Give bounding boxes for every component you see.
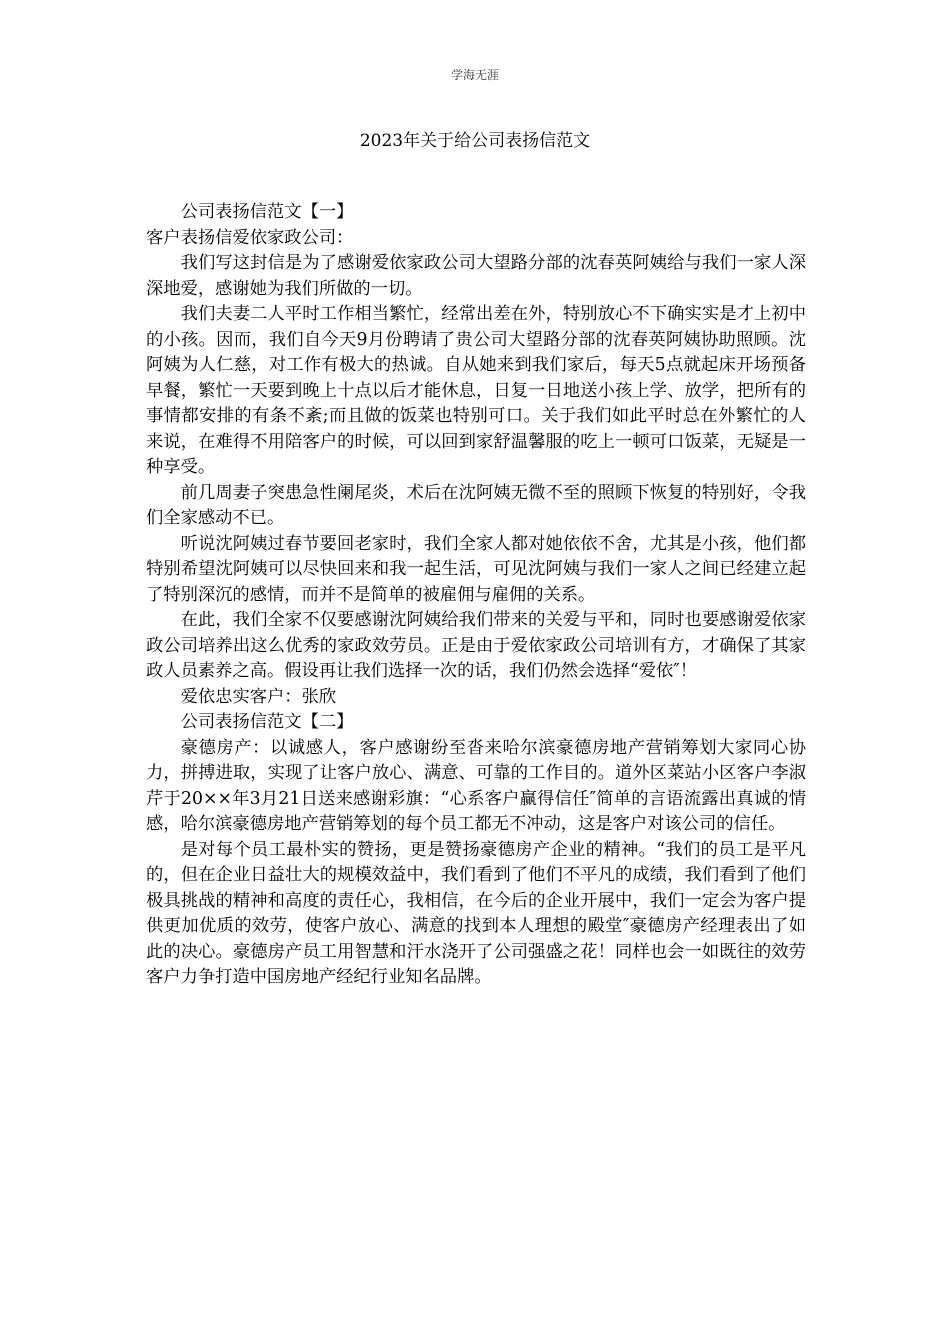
paragraph: 客户表扬信爱依家政公司： [146,227,354,248]
paragraph: 豪德房产：以诚感人，客户感谢纷至沓来哈尔滨豪德房地产营销筹划大家同心协力，拼搏进取，实现了让客户放心、满意、可靠的工作目的。道外区菜站小区客户李淑芹于20××年3月21日送来感谢彩旗：“心系客户赢得信任″简单的言语流露出真诚的情感，哈尔滨豪德房地产营销筹划的每个员工都无不冲动，这是客户对该公司的信任。 [146,737,806,834]
paragraph: 公司表扬信范文【二】 [180,712,354,732]
paragraph: 我们夫妻二人平时工作相当繁忙，经常出差在外，特别放心不下确实实是才上初中的小孩。因而，我们自今天9月份聘请了贵公司大望路分部的沈春英阿姨协助照顾。沈阿姨为人仁慈，对工作有极大的热诚。自从她来到我们家后，每天5点就起床开场预备早餐，繁忙一天要到晚上十点以后才能休息，日复一日地送小孩上学、放学，把所有的事情都安排的有条不紊;而且做的饭菜也特别可口。关于我们如此平时总在外繁忙的人来说，在难得不用陪客户的时候，可以回到家舒温馨服的吃上一顿可口饭菜，无疑是一种享受。 [146,304,806,477]
paragraph: 公司表扬信范文【一】 [180,202,354,222]
paragraph: 在此，我们全家不仅要感谢沈阿姨给我们带来的关爱与平和，同时也要感谢爱依家政公司培养出这么优秀的家政效劳员。正是由于爱依家政公司培训有方，才确保了其家政人员素养之高。假设再让我们选择一次的话，我们仍然会选择“爱依″！ [146,610,806,681]
paragraph: 前几周妻子突患急性阑尾炎，术后在沈阿姨无微不至的照顾下恢复的特别好，令我们全家感动不已。 [146,482,806,528]
document-title: 2023年关于给公司表扬信范文 [359,131,591,151]
paragraph: 爱依忠实客户：张欣 [180,686,337,707]
page-header: 学海无涯 [450,68,499,82]
document-body [146,200,806,991]
paragraph: 是对每个员工最朴实的赞扬，更是赞扬豪德房产企业的精神。“我们的员工是平凡的，但在企业日益壮大的规模效益中，我们看到了他们不平凡的成绩，我们看到了他们极具挑战的精神和高度的责任心，我相信，在今后的企业开展中，我们一定会为客户提供更加优质的效劳，使客户放心、满意的找到本人理想的殿堂″豪德房产经理表出了如此的决心。豪德房产员工用智慧和汗水浇开了公司强盛之花！同样也会一如既往的效劳客户力争打造中国房地产经纪行业知名品牌。 [146,839,806,987]
paragraph: 我们写这封信是为了感谢爱依家政公司大望路分部的沈春英阿姨给与我们一家人深深地爱，感谢她为我们所做的一切。 [146,253,806,299]
paragraph: 听说沈阿姨过春节要回老家时，我们全家人都对她依依不舍，尤其是小孩，他们都特别希望沈阿姨可以尽快回来和我一起生活，可见沈阿姨与我们一家人之间已经建立起了特别深沉的感情，而并不是简单的被雇佣与雇佣的关系。 [146,533,806,605]
